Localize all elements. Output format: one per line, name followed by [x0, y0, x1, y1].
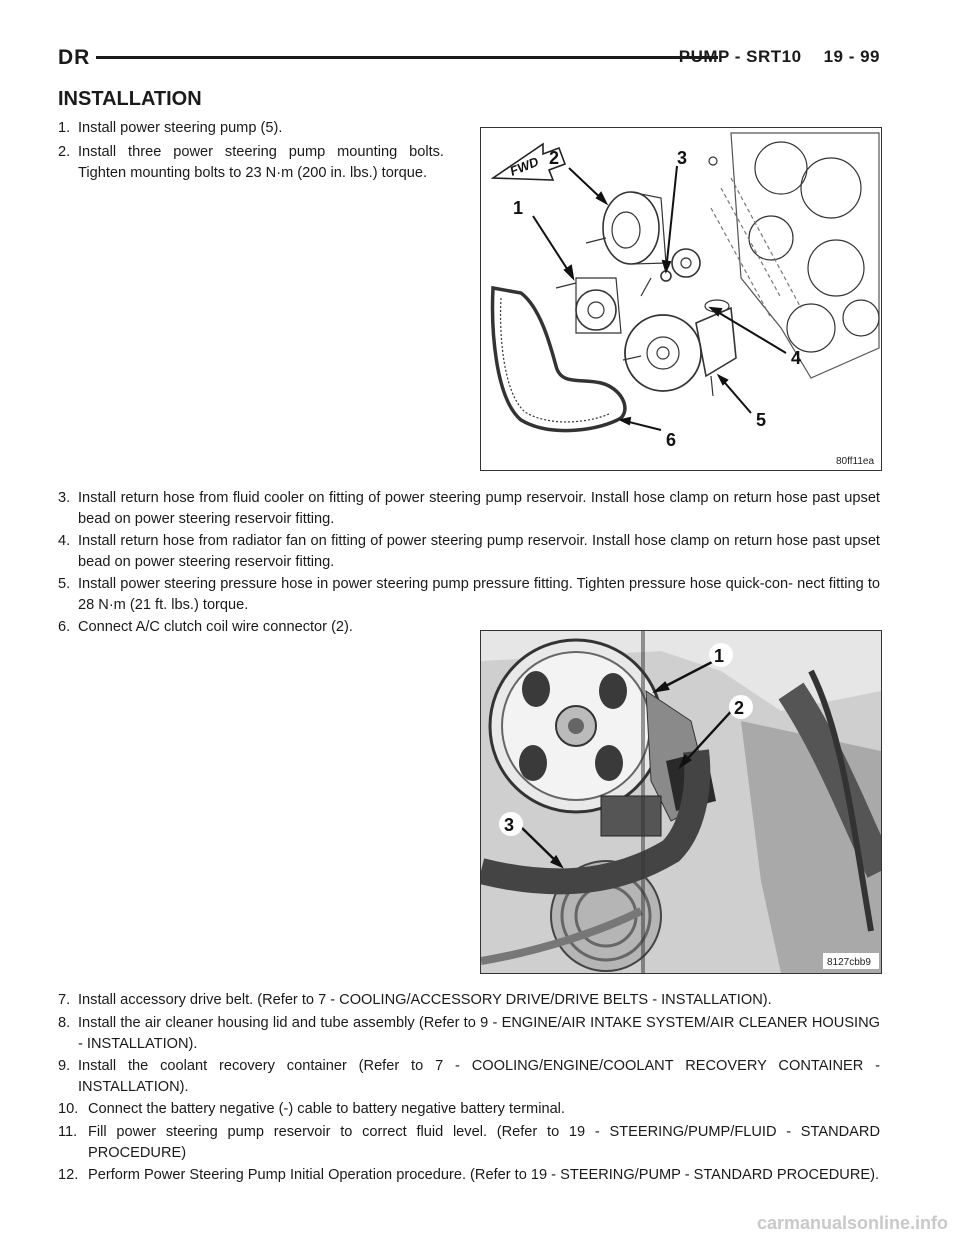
step-8	[58, 1013, 880, 1055]
callout-3: 3	[504, 815, 515, 835]
step-number: 5.	[58, 576, 71, 592]
section-title: INSTALLATION	[58, 88, 202, 110]
step-number: 10.	[58, 1101, 79, 1117]
step-number: 6.	[58, 619, 71, 635]
figure-id: 80ff11ea	[836, 456, 875, 467]
callout-3: 3	[677, 148, 688, 168]
step-text: Perform Power Steering Pump Initial Operation procedure. (Refer to 19 - STEERING/PUMP - STANDARD PROCEDURE).	[88, 1167, 880, 1183]
step-5	[58, 574, 880, 616]
step-number: 12.	[58, 1167, 79, 1183]
step-text: Install the air cleaner housing lid and tube assembly (Refer to 9 - ENGINE/AIR INTAKE SYSTEM/AIR CLEANER HOUSING - INSTALLATION).	[78, 1015, 880, 1052]
step-2	[58, 142, 444, 184]
callout-4: 4	[791, 348, 802, 368]
step-number: 3.	[58, 490, 71, 506]
step-text: Install return hose from fluid cooler on fitting of power steering pump reservoir. Install hose clamp on return hose past upset bead on power steering reservoir fitting.	[78, 490, 880, 527]
callout-2: 2	[734, 698, 745, 718]
figure-id: 8127cbb9	[827, 957, 871, 968]
callout-2: 2	[549, 148, 560, 168]
callout-1: 1	[714, 646, 725, 666]
step-number: 7.	[58, 992, 71, 1008]
step-text: Connect the battery negative (-) cable to battery negative battery terminal.	[88, 1101, 565, 1117]
fwd-label: FWD	[507, 153, 541, 179]
pump-belt-illustration	[481, 128, 881, 470]
step-1	[58, 118, 448, 139]
step-6	[58, 617, 448, 638]
page-header	[58, 46, 880, 70]
step-11	[58, 1122, 880, 1164]
step-text: Connect A/C clutch coil wire connector (2).	[78, 619, 353, 635]
section-name: PUMP - SRT10	[678, 47, 802, 66]
step-text: Install accessory drive belt. (Refer to 7 - COOLING/ACCESSORY DRIVE/DRIVE BELTS - INSTALLATION).	[78, 992, 772, 1008]
step-number: 2.	[58, 144, 71, 160]
figure-pump-belt	[480, 127, 882, 471]
callout-5: 5	[756, 410, 767, 430]
step-12	[58, 1165, 880, 1186]
callout-1: 1	[513, 198, 524, 218]
page-number: 19 - 99	[823, 47, 880, 66]
step-text: Fill power steering pump reservoir to correct fluid level. (Refer to 19 - STEERING/PUMP/FLUID - STANDARD PROCEDURE)	[88, 1124, 880, 1161]
figure-pump-pulley	[480, 630, 882, 974]
step-9	[58, 1056, 880, 1098]
step-3	[58, 488, 880, 530]
step-number: 9.	[58, 1058, 71, 1074]
pump-pulley-photo	[481, 631, 881, 973]
step-4	[58, 531, 880, 573]
callout-6: 6	[666, 430, 677, 450]
step-10	[58, 1099, 880, 1120]
step-text: Install return hose from radiator fan on fitting of power steering pump reservoir. Install hose clamp on return hose past upset bead on power steering reservoir fitting.	[78, 533, 880, 570]
manual-code: DR	[58, 46, 91, 69]
step-text: Install three power steering pump mounting bolts. Tighten mounting bolts to 23 N·m (200 in. lbs.) torque.	[78, 144, 444, 181]
header-rule	[96, 56, 718, 59]
step-text: Install power steering pressure hose in power steering pump pressure fitting. Tighten pressure hose quick-con- nect fitting to 28 N·m (21 ft. lbs.) torque.	[78, 576, 880, 613]
step-text: Install the coolant recovery container (Refer to 7 - COOLING/ENGINE/COOLANT RECOVERY CONTAINER - INSTALLATION).	[78, 1058, 880, 1095]
watermark: carmanualsonline.info	[756, 1213, 948, 1233]
step-number: 8.	[58, 1015, 71, 1031]
step-number: 4.	[58, 533, 71, 549]
header-right	[657, 47, 880, 67]
step-7	[58, 990, 880, 1011]
step-number: 1.	[58, 120, 71, 136]
step-number: 11.	[58, 1124, 78, 1140]
step-text: Install power steering pump (5).	[78, 120, 283, 136]
